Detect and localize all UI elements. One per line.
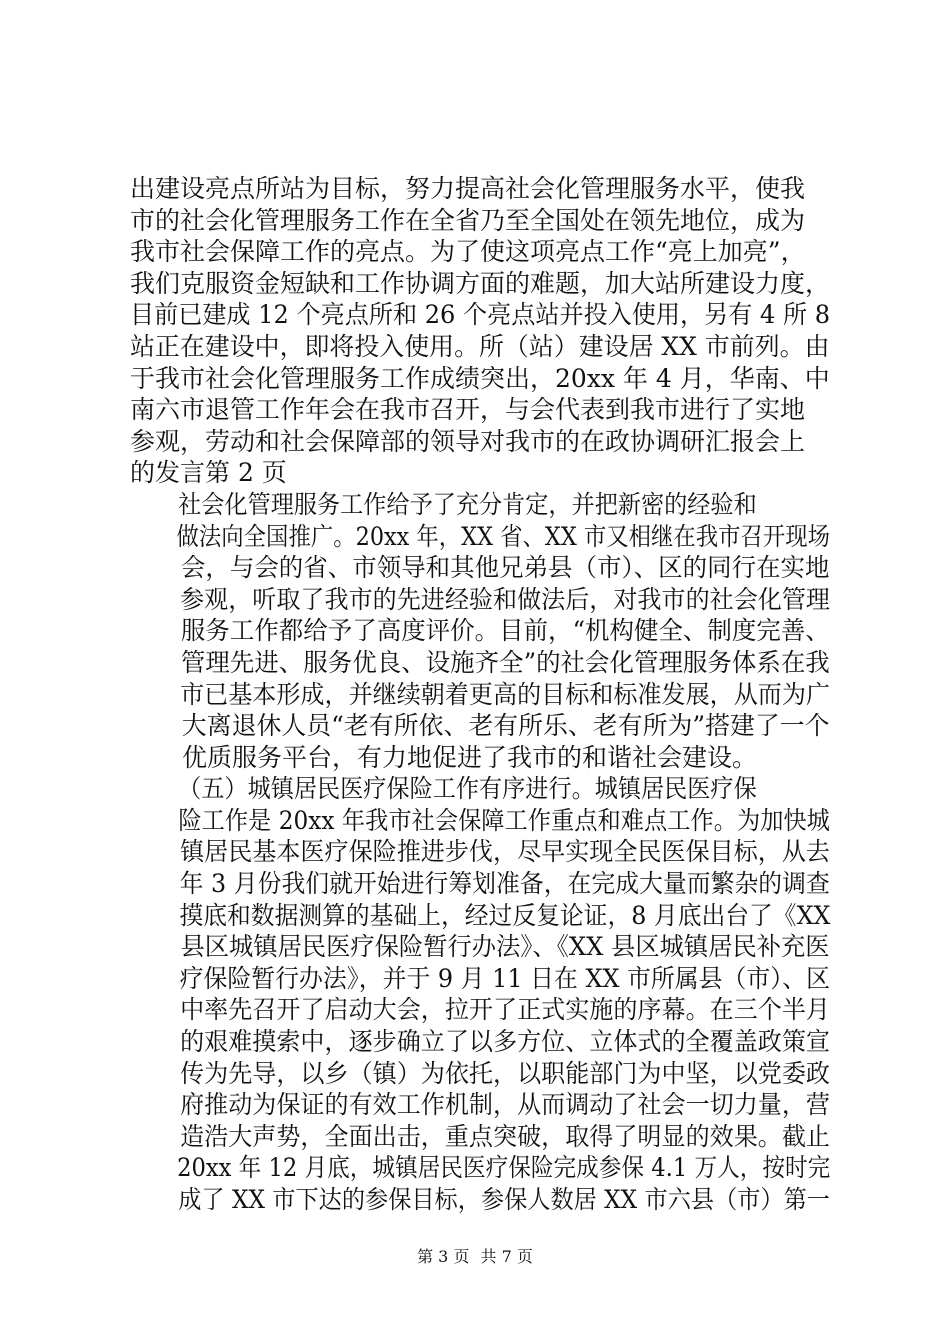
text-line: 站正在建设中，即将投入使用。所（站）建设居 XX 市前列。由 xyxy=(130,331,830,361)
text-line: 的发言第 2 页 xyxy=(130,458,287,488)
text-line: 市已基本形成，并继续朝着更高的目标和标准发展，从而为广 xyxy=(180,679,831,709)
text-line: 年 3 月份我们就开始进行筹划准备，在完成大量而繁杂的调查 xyxy=(179,869,830,899)
text-line: 摸底和数据测算的基础上，经过反复论证，8 月底出台了《XX xyxy=(179,900,831,930)
text-line: 造浩大声势，全面出击，重点突破，取得了明显的效果。截止 xyxy=(180,1121,831,1151)
text-line: 社会化管理服务工作给予了充分肯定，并把新密的经验和 xyxy=(178,489,757,519)
text-line: 做法向全国推广。20xx 年，XX 省、XX 市又相继在我市召开现场 xyxy=(176,521,831,551)
text-line: 县区城镇居民医疗保险暂行办法》、《XX 县区城镇居民补充医 xyxy=(180,932,830,962)
text-line: 府推动为保证的有效工作机制，从而调动了社会一切力量，营 xyxy=(180,1090,831,1120)
text-line: （五）城镇居民医疗保险工作有序进行。城镇居民医疗保 xyxy=(178,774,757,804)
text-line: 传为先导，以乡（镇）为依托，以职能部门为中坚，以党委政 xyxy=(180,1058,831,1088)
text-line: 成了 XX 市下达的参保目标，参保人数居 XX 市六县（市）第一 xyxy=(178,1185,830,1214)
text-line: 20xx 年 12 月底，城镇居民医疗保险完成参保 4.1 万人，按时完 xyxy=(177,1153,831,1183)
text-line: 参观，听取了我市的先进经验和做法后，对我市的社会化管理 xyxy=(180,584,831,614)
text-line: 我们克服资金短缺和工作协调方面的难题，加大站所建设力度， xyxy=(130,268,831,298)
text-line: 出建设亮点所站为目标，努力提高社会化管理服务水平，使我 xyxy=(130,174,806,203)
text-line: 险工作是 20xx 年我市社会保障工作重点和难点工作。为加快城 xyxy=(178,805,830,835)
body-text xyxy=(130,173,830,1216)
text-line: 目前已建成 12 个亮点所和 26 个亮点站并投入使用，另有 4 所 8 xyxy=(130,300,831,330)
text-line: 会，与会的省、市领导和其他兄弟县（市）、区的同行在实地 xyxy=(180,553,830,583)
text-line: 南六市退管工作年会在我市召开，与会代表到我市进行了实地 xyxy=(130,395,806,425)
text-line: 于我市社会化管理服务工作成绩突出，20xx 年 4 月，华南、中 xyxy=(130,363,830,393)
text-line: 参观，劳动和社会保障部的领导对我市的在政协调研汇报会上 xyxy=(130,426,806,456)
text-line: 的艰难摸索中，逐步确立了以多方位、立体式的全覆盖政策宣 xyxy=(180,1027,831,1057)
page-total: 共 7 页 xyxy=(480,1247,533,1266)
text-line: 我市社会保障工作的亮点。为了使这项亮点工作“亮上加亮”， xyxy=(130,237,806,267)
text-line: 优质服务平台，有力地促进了我市的和谐社会建设。 xyxy=(182,742,758,772)
text-line: 中率先召开了启动大会，拉开了正式实施的序幕。在三个半月 xyxy=(180,995,831,1025)
page-footer xyxy=(0,1244,950,1267)
text-line: 镇居民基本医疗保险推进步伐，尽早实现全民医保目标，从去 xyxy=(180,837,831,867)
text-line: 大离退休人员“老有所依、老有所乐、老有所为”搭建了一个 xyxy=(181,711,830,741)
text-line: 市的社会化管理服务工作在全省乃至全国处在领先地位，成为 xyxy=(130,205,806,235)
page-number: 第 3 页 xyxy=(417,1247,470,1266)
paragraph xyxy=(130,173,830,489)
text-line: 管理先进、服务优良、设施齐全”的社会化管理服务体系在我 xyxy=(180,647,830,677)
paragraph xyxy=(130,489,830,773)
text-line: 服务工作都给予了高度评价。目前，“机构健全、制度完善、 xyxy=(180,616,830,646)
text-line: 疗保险暂行办法》，并于 9 月 11 日在 XX 市所属县（市）、区 xyxy=(179,963,830,993)
paragraph xyxy=(130,773,830,1215)
